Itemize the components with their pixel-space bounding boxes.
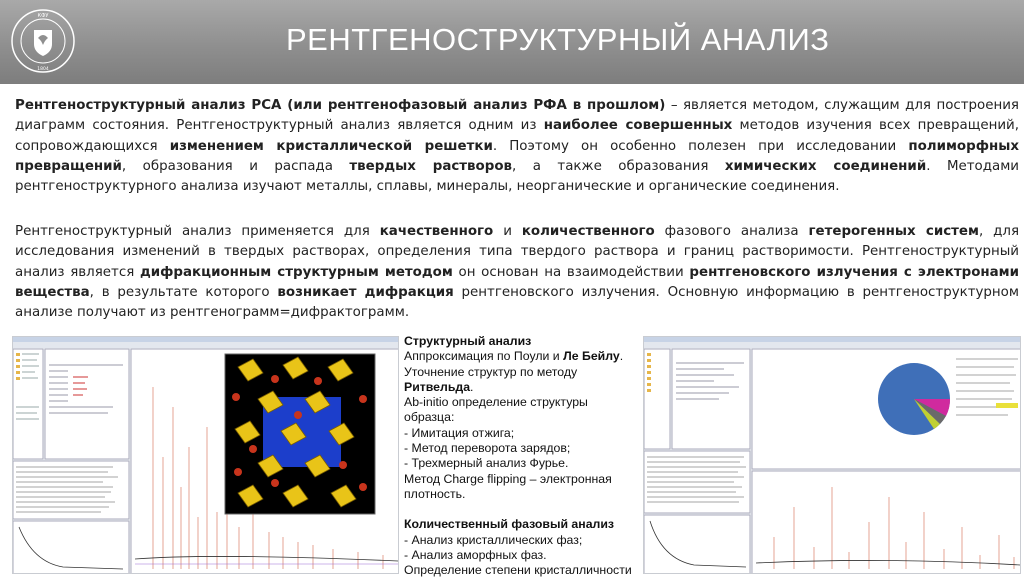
emphasis-text: рентгеновского излучения с электронами вещества <box>15 264 1020 300</box>
structural-analysis-line <box>404 426 640 441</box>
structural-analysis-list <box>404 349 640 502</box>
emphasis-text: твердых растворов <box>349 158 512 174</box>
software-screenshot-phase <box>643 336 1021 574</box>
page-title: РЕНТГЕНОСТРУКТУРНЫЙ АНАЛИЗ <box>286 22 830 57</box>
emphasis-text: количественного <box>521 224 655 239</box>
intro-paragraph <box>15 96 1019 197</box>
emphasis-text: наиболее совершенных <box>543 118 733 134</box>
body-text: и <box>493 224 522 239</box>
phase-analysis-line: - Анализ аморфных фаз. <box>404 547 547 562</box>
body-text: образца: <box>404 410 455 425</box>
emphasis-text: Ритвельда <box>404 379 471 394</box>
body-text: . Поэтому он особенно полезен при исследовании <box>492 138 909 154</box>
body-text: - Имитация отжига; <box>404 425 515 440</box>
body-text: . <box>470 379 474 394</box>
emphasis-text: возникает дифракция <box>277 284 454 300</box>
structural-analysis-line <box>404 365 640 380</box>
structural-analysis-line <box>404 395 640 410</box>
body-text: рентгеновского излучения. Основную информацию в рентгеноструктурном анализе получают из рентгенограмм=дифрактограмм. <box>15 284 1019 321</box>
method-paragraph <box>15 222 1019 323</box>
emphasis-text: гетерогенных систем <box>808 224 979 239</box>
emphasis-text: Рентгеноструктурный анализ РСА (или рентгенофазовый анализ РФА в прошлом) <box>15 98 666 113</box>
phase-analysis-line: - Анализ кристаллических фаз; <box>404 532 583 547</box>
emphasis-text: химических соединений <box>724 158 927 174</box>
body-text: - Трехмерный анализ Фурье. <box>404 456 569 471</box>
body-text: - Метод переворота зарядов; <box>404 441 571 456</box>
body-text: Ab-initio определение структуры <box>404 395 588 410</box>
structural-analysis-heading: Структурный анализ <box>404 334 532 348</box>
structural-analysis-line <box>404 456 640 471</box>
body-text: , а также образования <box>512 158 725 174</box>
structural-analysis-line <box>404 410 640 425</box>
phase-analysis-list <box>404 533 640 578</box>
phase-analysis-line: Определение степени кристалличности <box>404 563 632 578</box>
body-text: Уточнение структур по методу <box>404 364 578 379</box>
structural-analysis-line <box>404 349 640 364</box>
svg-text:1804: 1804 <box>37 67 49 72</box>
emphasis-text: качественного <box>379 224 494 239</box>
software-screenshot-structure <box>12 336 399 574</box>
body-text: Рентгеноструктурный анализ применяется для <box>15 224 380 239</box>
body-text: он основан на взаимодействии <box>452 264 690 280</box>
structural-analysis-line <box>404 487 640 502</box>
structural-analysis-line <box>404 472 640 487</box>
structural-analysis-line <box>404 441 640 456</box>
university-logo-icon <box>10 8 76 74</box>
emphasis-text: полиморфных превращений <box>15 138 1019 174</box>
methods-text-block <box>404 334 640 578</box>
body-text: методов изучения всех превращений, сопровождающихся <box>15 118 1020 154</box>
body-text: Аппроксимация по Поули и <box>404 349 564 364</box>
emphasis-text: дифракционным структурным методом <box>139 264 453 280</box>
header-bar <box>0 0 1024 84</box>
emphasis-text: изменением кристаллической решетки <box>169 138 493 154</box>
structural-analysis-line <box>404 380 640 395</box>
body-text: , образования и распада <box>121 158 350 174</box>
body-text: , для исследования изменений в твердых растворах, определения типа твердого раствора и границ растворимости. Рентгеноструктурный анализ является <box>15 224 1020 280</box>
body-text: . <box>619 349 624 364</box>
svg-text:КФУ: КФУ <box>37 13 49 19</box>
phase-analysis-heading: Количественный фазовый анализ <box>404 517 615 532</box>
body-text: – является методом, служащим для построения диаграмм состояния. Рентгеноструктурный анализ является одним из <box>15 98 1019 134</box>
body-text: . Методами рентгеноструктурного анализа изучают металлы, сплавы, минералы, неорганические и органические соединения. <box>15 158 1019 195</box>
emphasis-text: Ле Бейлу <box>563 349 620 364</box>
body-text: , в результате которого <box>89 284 278 300</box>
body-text: плотность. <box>404 486 466 501</box>
body-text: Метод Charge flipping – электронная <box>404 471 612 486</box>
body-text: фазового анализа <box>654 224 809 239</box>
